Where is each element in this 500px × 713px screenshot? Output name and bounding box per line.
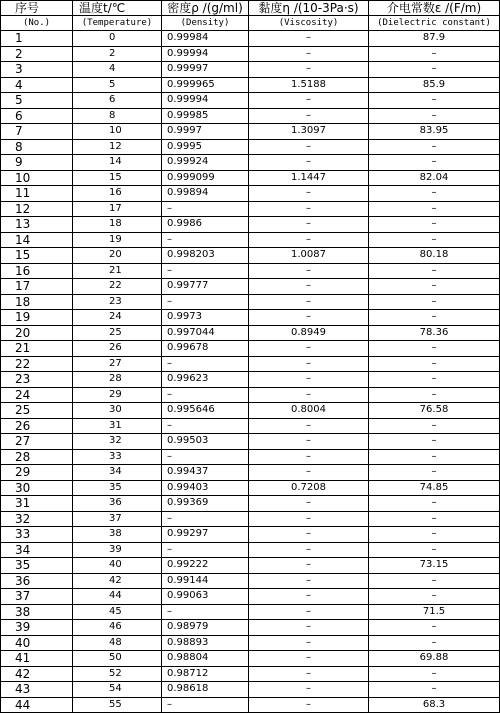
table-row <box>1 589 500 605</box>
table-row <box>1 387 500 403</box>
table-row <box>1 325 500 341</box>
cell-viscosity: – <box>249 682 369 698</box>
header-row-cn <box>1 1 500 16</box>
cell-no: 35 <box>1 558 73 574</box>
table-row <box>1 511 500 527</box>
header-no: 序号 <box>1 1 73 16</box>
cell-density: – <box>162 387 249 403</box>
cell-no: 32 <box>1 511 73 527</box>
cell-viscosity: – <box>249 232 369 248</box>
cell-density: 0.99994 <box>162 46 249 62</box>
table-row <box>1 372 500 388</box>
table-row <box>1 279 500 295</box>
cell-temperature: 52 <box>73 666 162 682</box>
cell-dielectric: 83.95 <box>369 124 500 140</box>
cell-dielectric: 69.88 <box>369 651 500 667</box>
cell-viscosity: 1.3097 <box>249 124 369 140</box>
cell-density: 0.99063 <box>162 589 249 605</box>
cell-viscosity: – <box>249 217 369 233</box>
cell-dielectric: – <box>369 542 500 558</box>
cell-temperature: 31 <box>73 418 162 434</box>
cell-viscosity: – <box>249 465 369 481</box>
cell-density: – <box>162 356 249 372</box>
cell-density: 0.99777 <box>162 279 249 295</box>
cell-viscosity: – <box>249 186 369 202</box>
cell-dielectric: – <box>369 434 500 450</box>
header-density: 密度ρ /(g/ml) <box>162 1 249 16</box>
cell-viscosity: – <box>249 542 369 558</box>
cell-no: 6 <box>1 108 73 124</box>
cell-no: 19 <box>1 310 73 326</box>
header-no-en: (No.) <box>1 16 73 31</box>
cell-dielectric: – <box>369 155 500 171</box>
cell-dielectric: 82.04 <box>369 170 500 186</box>
table-row <box>1 449 500 465</box>
cell-density: 0.99437 <box>162 465 249 481</box>
table-row <box>1 434 500 450</box>
cell-temperature: 34 <box>73 465 162 481</box>
cell-temperature: 10 <box>73 124 162 140</box>
cell-dielectric: – <box>369 93 500 109</box>
cell-temperature: 24 <box>73 310 162 326</box>
cell-dielectric: – <box>369 356 500 372</box>
cell-dielectric: – <box>369 465 500 481</box>
cell-viscosity: – <box>249 263 369 279</box>
cell-no: 18 <box>1 294 73 310</box>
cell-no: 38 <box>1 604 73 620</box>
table-row <box>1 651 500 667</box>
header-row-en <box>1 16 500 31</box>
cell-density: – <box>162 697 249 713</box>
cell-viscosity: – <box>249 356 369 372</box>
cell-viscosity: – <box>249 449 369 465</box>
table-row <box>1 542 500 558</box>
cell-dielectric: 71.5 <box>369 604 500 620</box>
table-row <box>1 496 500 512</box>
cell-viscosity: – <box>249 527 369 543</box>
cell-temperature: 26 <box>73 341 162 357</box>
header-viscosity: 黏度η /(10-3Pa·s) <box>249 1 369 16</box>
cell-dielectric: – <box>369 496 500 512</box>
table-row <box>1 356 500 372</box>
cell-viscosity: 1.5188 <box>249 77 369 93</box>
cell-density: 0.995646 <box>162 403 249 419</box>
cell-viscosity: – <box>249 372 369 388</box>
cell-no: 27 <box>1 434 73 450</box>
cell-temperature: 16 <box>73 186 162 202</box>
cell-density: – <box>162 449 249 465</box>
table-row <box>1 635 500 651</box>
cell-no: 26 <box>1 418 73 434</box>
cell-density: – <box>162 511 249 527</box>
cell-density: 0.99623 <box>162 372 249 388</box>
table-row <box>1 480 500 496</box>
cell-density: 0.99997 <box>162 62 249 78</box>
cell-density: 0.998203 <box>162 248 249 264</box>
header-temperature: 温度t/℃ <box>73 1 162 16</box>
cell-temperature: 20 <box>73 248 162 264</box>
table-row <box>1 77 500 93</box>
cell-viscosity: – <box>249 589 369 605</box>
cell-viscosity: 0.8949 <box>249 325 369 341</box>
cell-no: 9 <box>1 155 73 171</box>
cell-temperature: 42 <box>73 573 162 589</box>
cell-dielectric: – <box>369 573 500 589</box>
cell-dielectric: 68.3 <box>369 697 500 713</box>
cell-dielectric: 76.58 <box>369 403 500 419</box>
cell-viscosity: – <box>249 108 369 124</box>
cell-no: 29 <box>1 465 73 481</box>
cell-viscosity: – <box>249 155 369 171</box>
cell-no: 2 <box>1 46 73 62</box>
table-row <box>1 124 500 140</box>
cell-temperature: 33 <box>73 449 162 465</box>
cell-no: 16 <box>1 263 73 279</box>
cell-viscosity: – <box>249 558 369 574</box>
cell-viscosity: – <box>249 651 369 667</box>
cell-dielectric: – <box>369 201 500 217</box>
cell-viscosity: – <box>249 310 369 326</box>
cell-density: 0.99297 <box>162 527 249 543</box>
cell-viscosity: – <box>249 201 369 217</box>
table-row <box>1 186 500 202</box>
table-row <box>1 201 500 217</box>
cell-density: 0.99984 <box>162 31 249 47</box>
cell-temperature: 40 <box>73 558 162 574</box>
table-row <box>1 573 500 589</box>
cell-viscosity: – <box>249 434 369 450</box>
cell-temperature: 2 <box>73 46 162 62</box>
cell-viscosity: – <box>249 387 369 403</box>
cell-no: 7 <box>1 124 73 140</box>
cell-density: 0.99678 <box>162 341 249 357</box>
cell-temperature: 46 <box>73 620 162 636</box>
cell-no: 21 <box>1 341 73 357</box>
cell-density: 0.99403 <box>162 480 249 496</box>
cell-no: 30 <box>1 480 73 496</box>
cell-no: 25 <box>1 403 73 419</box>
table-row <box>1 294 500 310</box>
cell-dielectric: – <box>369 108 500 124</box>
cell-density: – <box>162 201 249 217</box>
cell-density: 0.98893 <box>162 635 249 651</box>
cell-temperature: 48 <box>73 635 162 651</box>
cell-temperature: 18 <box>73 217 162 233</box>
table-row <box>1 527 500 543</box>
cell-no: 41 <box>1 651 73 667</box>
cell-temperature: 35 <box>73 480 162 496</box>
cell-dielectric: – <box>369 387 500 403</box>
cell-viscosity: 0.7208 <box>249 480 369 496</box>
cell-no: 42 <box>1 666 73 682</box>
cell-dielectric: – <box>369 263 500 279</box>
cell-temperature: 50 <box>73 651 162 667</box>
cell-temperature: 55 <box>73 697 162 713</box>
table-row <box>1 93 500 109</box>
cell-temperature: 19 <box>73 232 162 248</box>
cell-no: 20 <box>1 325 73 341</box>
cell-density: 0.9997 <box>162 124 249 140</box>
cell-temperature: 6 <box>73 93 162 109</box>
cell-no: 13 <box>1 217 73 233</box>
cell-viscosity: – <box>249 294 369 310</box>
cell-temperature: 30 <box>73 403 162 419</box>
cell-dielectric: – <box>369 682 500 698</box>
cell-temperature: 15 <box>73 170 162 186</box>
cell-density: – <box>162 263 249 279</box>
cell-density: 0.99503 <box>162 434 249 450</box>
cell-viscosity: 0.8004 <box>249 403 369 419</box>
cell-dielectric: – <box>369 449 500 465</box>
cell-temperature: 36 <box>73 496 162 512</box>
cell-density: 0.98979 <box>162 620 249 636</box>
cell-no: 28 <box>1 449 73 465</box>
cell-dielectric: – <box>369 186 500 202</box>
cell-density: 0.99144 <box>162 573 249 589</box>
cell-temperature: 28 <box>73 372 162 388</box>
cell-density: 0.9995 <box>162 139 249 155</box>
header-temperature-en: (Temperature) <box>73 16 162 31</box>
cell-viscosity: – <box>249 496 369 512</box>
cell-density: – <box>162 294 249 310</box>
cell-no: 37 <box>1 589 73 605</box>
cell-density: 0.9973 <box>162 310 249 326</box>
cell-density: 0.999965 <box>162 77 249 93</box>
cell-temperature: 37 <box>73 511 162 527</box>
cell-no: 34 <box>1 542 73 558</box>
cell-temperature: 38 <box>73 527 162 543</box>
cell-dielectric: 74.85 <box>369 480 500 496</box>
cell-density: 0.99924 <box>162 155 249 171</box>
cell-density: 0.98804 <box>162 651 249 667</box>
cell-viscosity: – <box>249 604 369 620</box>
table-row <box>1 263 500 279</box>
cell-no: 15 <box>1 248 73 264</box>
cell-temperature: 27 <box>73 356 162 372</box>
cell-density: 0.99369 <box>162 496 249 512</box>
cell-viscosity: – <box>249 573 369 589</box>
cell-temperature: 0 <box>73 31 162 47</box>
cell-dielectric: – <box>369 62 500 78</box>
cell-density: – <box>162 542 249 558</box>
cell-dielectric: – <box>369 372 500 388</box>
table-row <box>1 465 500 481</box>
cell-no: 8 <box>1 139 73 155</box>
cell-viscosity: 1.1447 <box>249 170 369 186</box>
cell-density: 0.997044 <box>162 325 249 341</box>
table-row <box>1 558 500 574</box>
table-row <box>1 666 500 682</box>
table-row <box>1 108 500 124</box>
cell-dielectric: 85.9 <box>369 77 500 93</box>
cell-viscosity: – <box>249 46 369 62</box>
table-row <box>1 620 500 636</box>
table-body <box>1 1 500 713</box>
table-row <box>1 341 500 357</box>
cell-no: 39 <box>1 620 73 636</box>
cell-no: 23 <box>1 372 73 388</box>
cell-dielectric: – <box>369 635 500 651</box>
table-row <box>1 170 500 186</box>
cell-no: 33 <box>1 527 73 543</box>
cell-dielectric: – <box>369 232 500 248</box>
cell-viscosity: – <box>249 511 369 527</box>
cell-no: 36 <box>1 573 73 589</box>
cell-no: 44 <box>1 697 73 713</box>
cell-dielectric: – <box>369 589 500 605</box>
cell-temperature: 45 <box>73 604 162 620</box>
table-row <box>1 46 500 62</box>
cell-no: 31 <box>1 496 73 512</box>
cell-temperature: 25 <box>73 325 162 341</box>
cell-dielectric: 73.15 <box>369 558 500 574</box>
cell-dielectric: 87.9 <box>369 31 500 47</box>
table-row <box>1 403 500 419</box>
cell-density: 0.99985 <box>162 108 249 124</box>
cell-temperature: 14 <box>73 155 162 171</box>
header-viscosity-en: (Viscosity) <box>249 16 369 31</box>
cell-viscosity: – <box>249 139 369 155</box>
cell-no: 5 <box>1 93 73 109</box>
header-dielectric-en: (Dielectric constant) <box>369 16 500 31</box>
cell-viscosity: 1.0087 <box>249 248 369 264</box>
cell-dielectric: – <box>369 666 500 682</box>
table-row <box>1 248 500 264</box>
cell-viscosity: – <box>249 62 369 78</box>
cell-temperature: 44 <box>73 589 162 605</box>
cell-density: 0.999099 <box>162 170 249 186</box>
cell-dielectric: – <box>369 294 500 310</box>
table-row <box>1 682 500 698</box>
cell-density: – <box>162 232 249 248</box>
cell-temperature: 21 <box>73 263 162 279</box>
cell-no: 17 <box>1 279 73 295</box>
cell-dielectric: – <box>369 139 500 155</box>
cell-no: 11 <box>1 186 73 202</box>
cell-temperature: 22 <box>73 279 162 295</box>
cell-no: 12 <box>1 201 73 217</box>
cell-density: 0.98712 <box>162 666 249 682</box>
cell-temperature: 54 <box>73 682 162 698</box>
cell-density: 0.99894 <box>162 186 249 202</box>
table-row <box>1 217 500 233</box>
cell-density: – <box>162 418 249 434</box>
cell-dielectric: – <box>369 511 500 527</box>
table-row <box>1 62 500 78</box>
table-row <box>1 604 500 620</box>
table-row <box>1 31 500 47</box>
cell-temperature: 4 <box>73 62 162 78</box>
cell-no: 4 <box>1 77 73 93</box>
table-row <box>1 310 500 326</box>
cell-dielectric: – <box>369 217 500 233</box>
cell-no: 40 <box>1 635 73 651</box>
cell-no: 3 <box>1 62 73 78</box>
cell-dielectric: – <box>369 279 500 295</box>
cell-temperature: 5 <box>73 77 162 93</box>
cell-dielectric: – <box>369 46 500 62</box>
cell-viscosity: – <box>249 418 369 434</box>
cell-no: 1 <box>1 31 73 47</box>
cell-dielectric: – <box>369 418 500 434</box>
cell-dielectric: 78.36 <box>369 325 500 341</box>
cell-dielectric: 80.18 <box>369 248 500 264</box>
cell-temperature: 12 <box>73 139 162 155</box>
cell-dielectric: – <box>369 620 500 636</box>
table-row <box>1 697 500 713</box>
table-row <box>1 418 500 434</box>
cell-no: 10 <box>1 170 73 186</box>
cell-viscosity: – <box>249 31 369 47</box>
cell-viscosity: – <box>249 666 369 682</box>
cell-temperature: 8 <box>73 108 162 124</box>
table-row <box>1 155 500 171</box>
cell-temperature: 29 <box>73 387 162 403</box>
header-density-en: (Density) <box>162 16 249 31</box>
cell-density: 0.98618 <box>162 682 249 698</box>
cell-viscosity: – <box>249 697 369 713</box>
cell-temperature: 32 <box>73 434 162 450</box>
cell-density: 0.9986 <box>162 217 249 233</box>
cell-no: 43 <box>1 682 73 698</box>
table-row <box>1 232 500 248</box>
cell-viscosity: – <box>249 620 369 636</box>
cell-viscosity: – <box>249 635 369 651</box>
cell-no: 22 <box>1 356 73 372</box>
table-row <box>1 139 500 155</box>
cell-dielectric: – <box>369 310 500 326</box>
cell-viscosity: – <box>249 279 369 295</box>
cell-no: 24 <box>1 387 73 403</box>
cell-density: 0.99994 <box>162 93 249 109</box>
cell-dielectric: – <box>369 341 500 357</box>
cell-density: 0.99222 <box>162 558 249 574</box>
header-dielectric: 介电常数ε /(F/m) <box>369 1 500 16</box>
cell-temperature: 23 <box>73 294 162 310</box>
cell-viscosity: – <box>249 93 369 109</box>
cell-dielectric: – <box>369 527 500 543</box>
cell-temperature: 39 <box>73 542 162 558</box>
cell-no: 14 <box>1 232 73 248</box>
cell-temperature: 17 <box>73 201 162 217</box>
cell-viscosity: – <box>249 341 369 357</box>
cell-density: – <box>162 604 249 620</box>
